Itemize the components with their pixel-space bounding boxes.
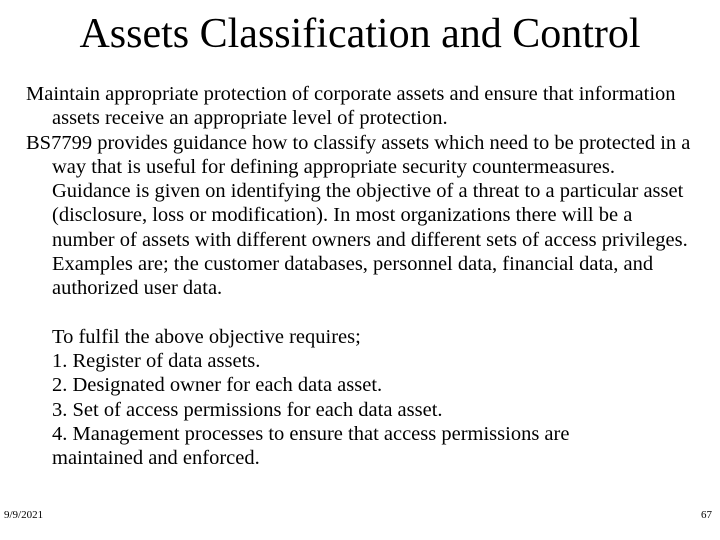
requirement-item-3: 3. Set of access permissions for each data asset.: [52, 398, 443, 421]
requirements-list: [26, 325, 696, 471]
paragraph-spacer: [26, 301, 696, 325]
requirement-item-1: 1. Register of data assets.: [52, 349, 261, 372]
footer-page-number: 67: [701, 509, 712, 521]
requirements-intro: To fulfil the above objective requires;: [52, 325, 361, 348]
footer-date: 9/9/2021: [4, 509, 44, 521]
slide-body: [26, 82, 696, 470]
paragraph-bs7799: BS7799 provides guidance how to classify assets which need to be protected in a way that is useful for defining appropriate security countermeasures. Guidance is given on identifying the objective of a threat to a particular asset (disclosure, loss or modification). In most organizations there will be a number of assets with different owners and different sets of access privileges. Examples are; the customer databases, personnel data, financial data, and authorized user data.: [26, 131, 691, 300]
requirement-item-2: 2. Designated owner for each data asset.: [52, 374, 383, 397]
requirement-item-4-continued: maintained and enforced.: [52, 447, 260, 470]
requirement-item-4: 4. Management processes to ensure that access permissions are: [52, 422, 570, 445]
paragraph-objective: Maintain appropriate protection of corporate assets and ensure that information assets receive an appropriate level of protection.: [26, 83, 676, 130]
slide-title: Assets Classification and Control: [79, 11, 641, 57]
